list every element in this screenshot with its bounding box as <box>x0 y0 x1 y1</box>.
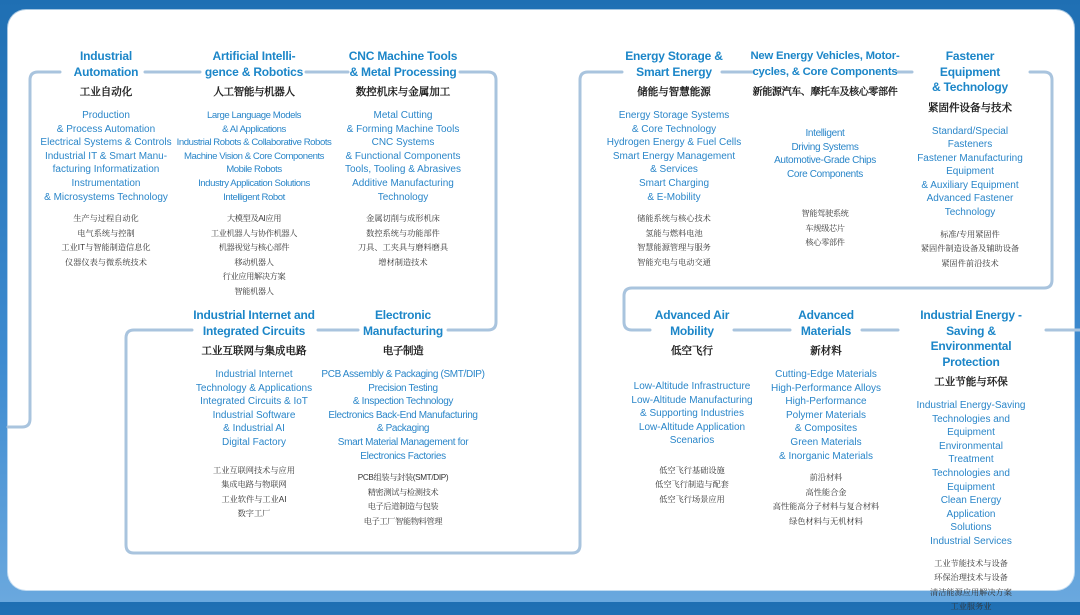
section-cn-title: 紧固件设备与技术 <box>928 101 1012 114</box>
section-cn-title: 储能与智慧能源 <box>637 86 711 98</box>
section-cn-items: 大模型及AI应用 工业机器人与协作机器人 机器视觉与核心部件 移动机器人 行业应用解决方案 智能机器人 <box>210 214 298 296</box>
section-cn-title: 工业自动化 <box>79 86 133 98</box>
section-cn-items: 前沿材料 高性能合金 高性能高分子材料与复合材料 绿色材料与无机材料 <box>772 473 880 526</box>
section-en-items: Metal Cutting & Forming Machine Tools CNC Systems & Functional Components Tools, Tooling & Abrasives Additive Manufacturing Technology <box>345 110 461 203</box>
section-en-items: Industrial Internet Technology & Applications Integrated Circuits & IoT Industrial Software & Industrial AI Digital Factory <box>195 369 313 448</box>
section-fastener <box>915 49 1025 271</box>
section-cn-title: 低空飞行 <box>671 345 713 357</box>
section-en-items: PCB Assembly & Packaging (SMT/DIP) Precision Testing & Inspection Technology Electronics Back-End Manufacturing & Packaging Smart Material Management for Electronics Factories <box>321 369 485 462</box>
section-cn-items: 标准/专用紧固件 紧固件制造设备及辅助设备 紧固件前沿技术 <box>920 229 1020 268</box>
section-ai-robotics <box>177 49 332 299</box>
section-en-items: Low-Altitude Infrastructure Low-Altitude Manufacturing & Supporting Industries Low-Altitude Application Scenarios <box>631 381 753 447</box>
section-title: Artificial Intelli- gence & Robotics <box>204 49 304 79</box>
section-en-items: Standard/Special Fasteners Fastener Manufacturing Equipment & Auxiliary Equipment Advanced Fastener Technology <box>917 125 1023 219</box>
section-en-items: Energy Storage Systems & Core Technology Hydrogen Energy & Fuel Cells Smart Energy Management & Services Smart Charging & E-Mobility <box>606 110 742 203</box>
section-industrial-internet <box>193 308 314 522</box>
section-cn-items: 工业节能技术与设备 环保治理技术与设备 清洁能源应用解决方案 工业服务业 <box>930 558 1012 612</box>
section-title: New Energy Vehicles, Motor- cycles, & Core Components <box>750 50 900 78</box>
section-title: Advanced Air Mobility <box>654 308 730 338</box>
section-cn-items: 智能驾驶系统 车规级芯片 核心零部件 <box>801 209 849 248</box>
section-title: Advanced Materials <box>798 308 854 338</box>
section-en-items: Cutting-Edge Materials High-Performance Alloys High-Performance Polymer Materials & Composites Green Materials & Inorganic Materials <box>770 369 882 462</box>
section-cn-title: 新能源汽车、摩托车及核心零部件 <box>752 87 898 98</box>
section-title: Industrial Internet and Integrated Circuits <box>193 308 315 338</box>
section-cn-title: 工业节能与环保 <box>934 376 1008 388</box>
section-title: Industrial Energy -Saving & Environmental Protection <box>920 308 1022 369</box>
section-cn-items: 工业互联网技术与应用 集成电路与物联网 工业软件与工业AI 数字工厂 <box>213 465 295 519</box>
section-advanced-materials <box>771 308 881 529</box>
section-cnc-metal <box>345 49 461 270</box>
section-energy-saving <box>917 308 1026 615</box>
section-cn-items: 储能系统与核心技术 氢能与燃料电池 智慧能源管理与服务 智能充电与电动交通 <box>637 214 711 267</box>
section-industrial-automation <box>40 49 171 270</box>
section-cn-items: 低空飞行基础设施 低空飞行制造与配套 低空飞行场景应用 <box>655 465 729 504</box>
section-cn-title: 工业互联网与集成电路 <box>201 345 307 357</box>
section-cn-items: 生产与过程自动化 电气系统与控制 工业IT与智能制造信息化 仪器仪表与微系统技术 <box>61 214 151 267</box>
section-cn-title: 人工智能与机器人 <box>213 86 295 98</box>
section-en-items: Large Language Models & AI Applications Industrial Robots & Collaborative Robots Machine Vision & Core Components Mobile Robots Industry Application Solutions Intelligent Robot <box>176 110 332 203</box>
section-cn-title: 新材料 <box>810 345 842 357</box>
section-energy-storage <box>607 49 742 270</box>
section-advanced-air-mobility <box>631 308 752 507</box>
section-title: Fastener Equipment & Technology <box>931 49 1009 94</box>
section-cn-items: PCB组装与封装(SMT/DIP) 精密测试与检测技术 电子后道制造与包装 电子工厂智能物料管理 <box>357 473 449 526</box>
section-cn-title: 电子制造 <box>382 345 424 357</box>
section-electronic-manufacturing <box>321 308 484 529</box>
section-cn-title: 数控机床与金属加工 <box>355 86 451 98</box>
section-en-items: Intelligent Driving Systems Automotive-Grade Chips Core Components <box>774 128 876 180</box>
section-en-items: Industrial Energy-Saving Technologies and Equipment Environmental Treatment Technologies and Equipment Clean Energy Application Solutions Industrial Services <box>916 400 1026 547</box>
section-title: Energy Storage & Smart Energy <box>625 49 723 79</box>
section-cn-items: 金属切削与成形机床 数控系统与功能部件 刀具、工夹具与磨料磨具 增材制造技术 <box>357 214 449 267</box>
section-title: CNC Machine Tools & Metal Processing <box>348 49 458 79</box>
section-title: Electronic Manufacturing <box>362 308 444 338</box>
section-en-items: Production & Process Automation Electrical Systems & Controls Industrial IT & Smart Manu- facturing Informatization Instrumentation & Microsystems Technology <box>40 110 172 203</box>
section-nev <box>750 49 899 251</box>
section-title: Industrial Automation <box>73 49 139 79</box>
